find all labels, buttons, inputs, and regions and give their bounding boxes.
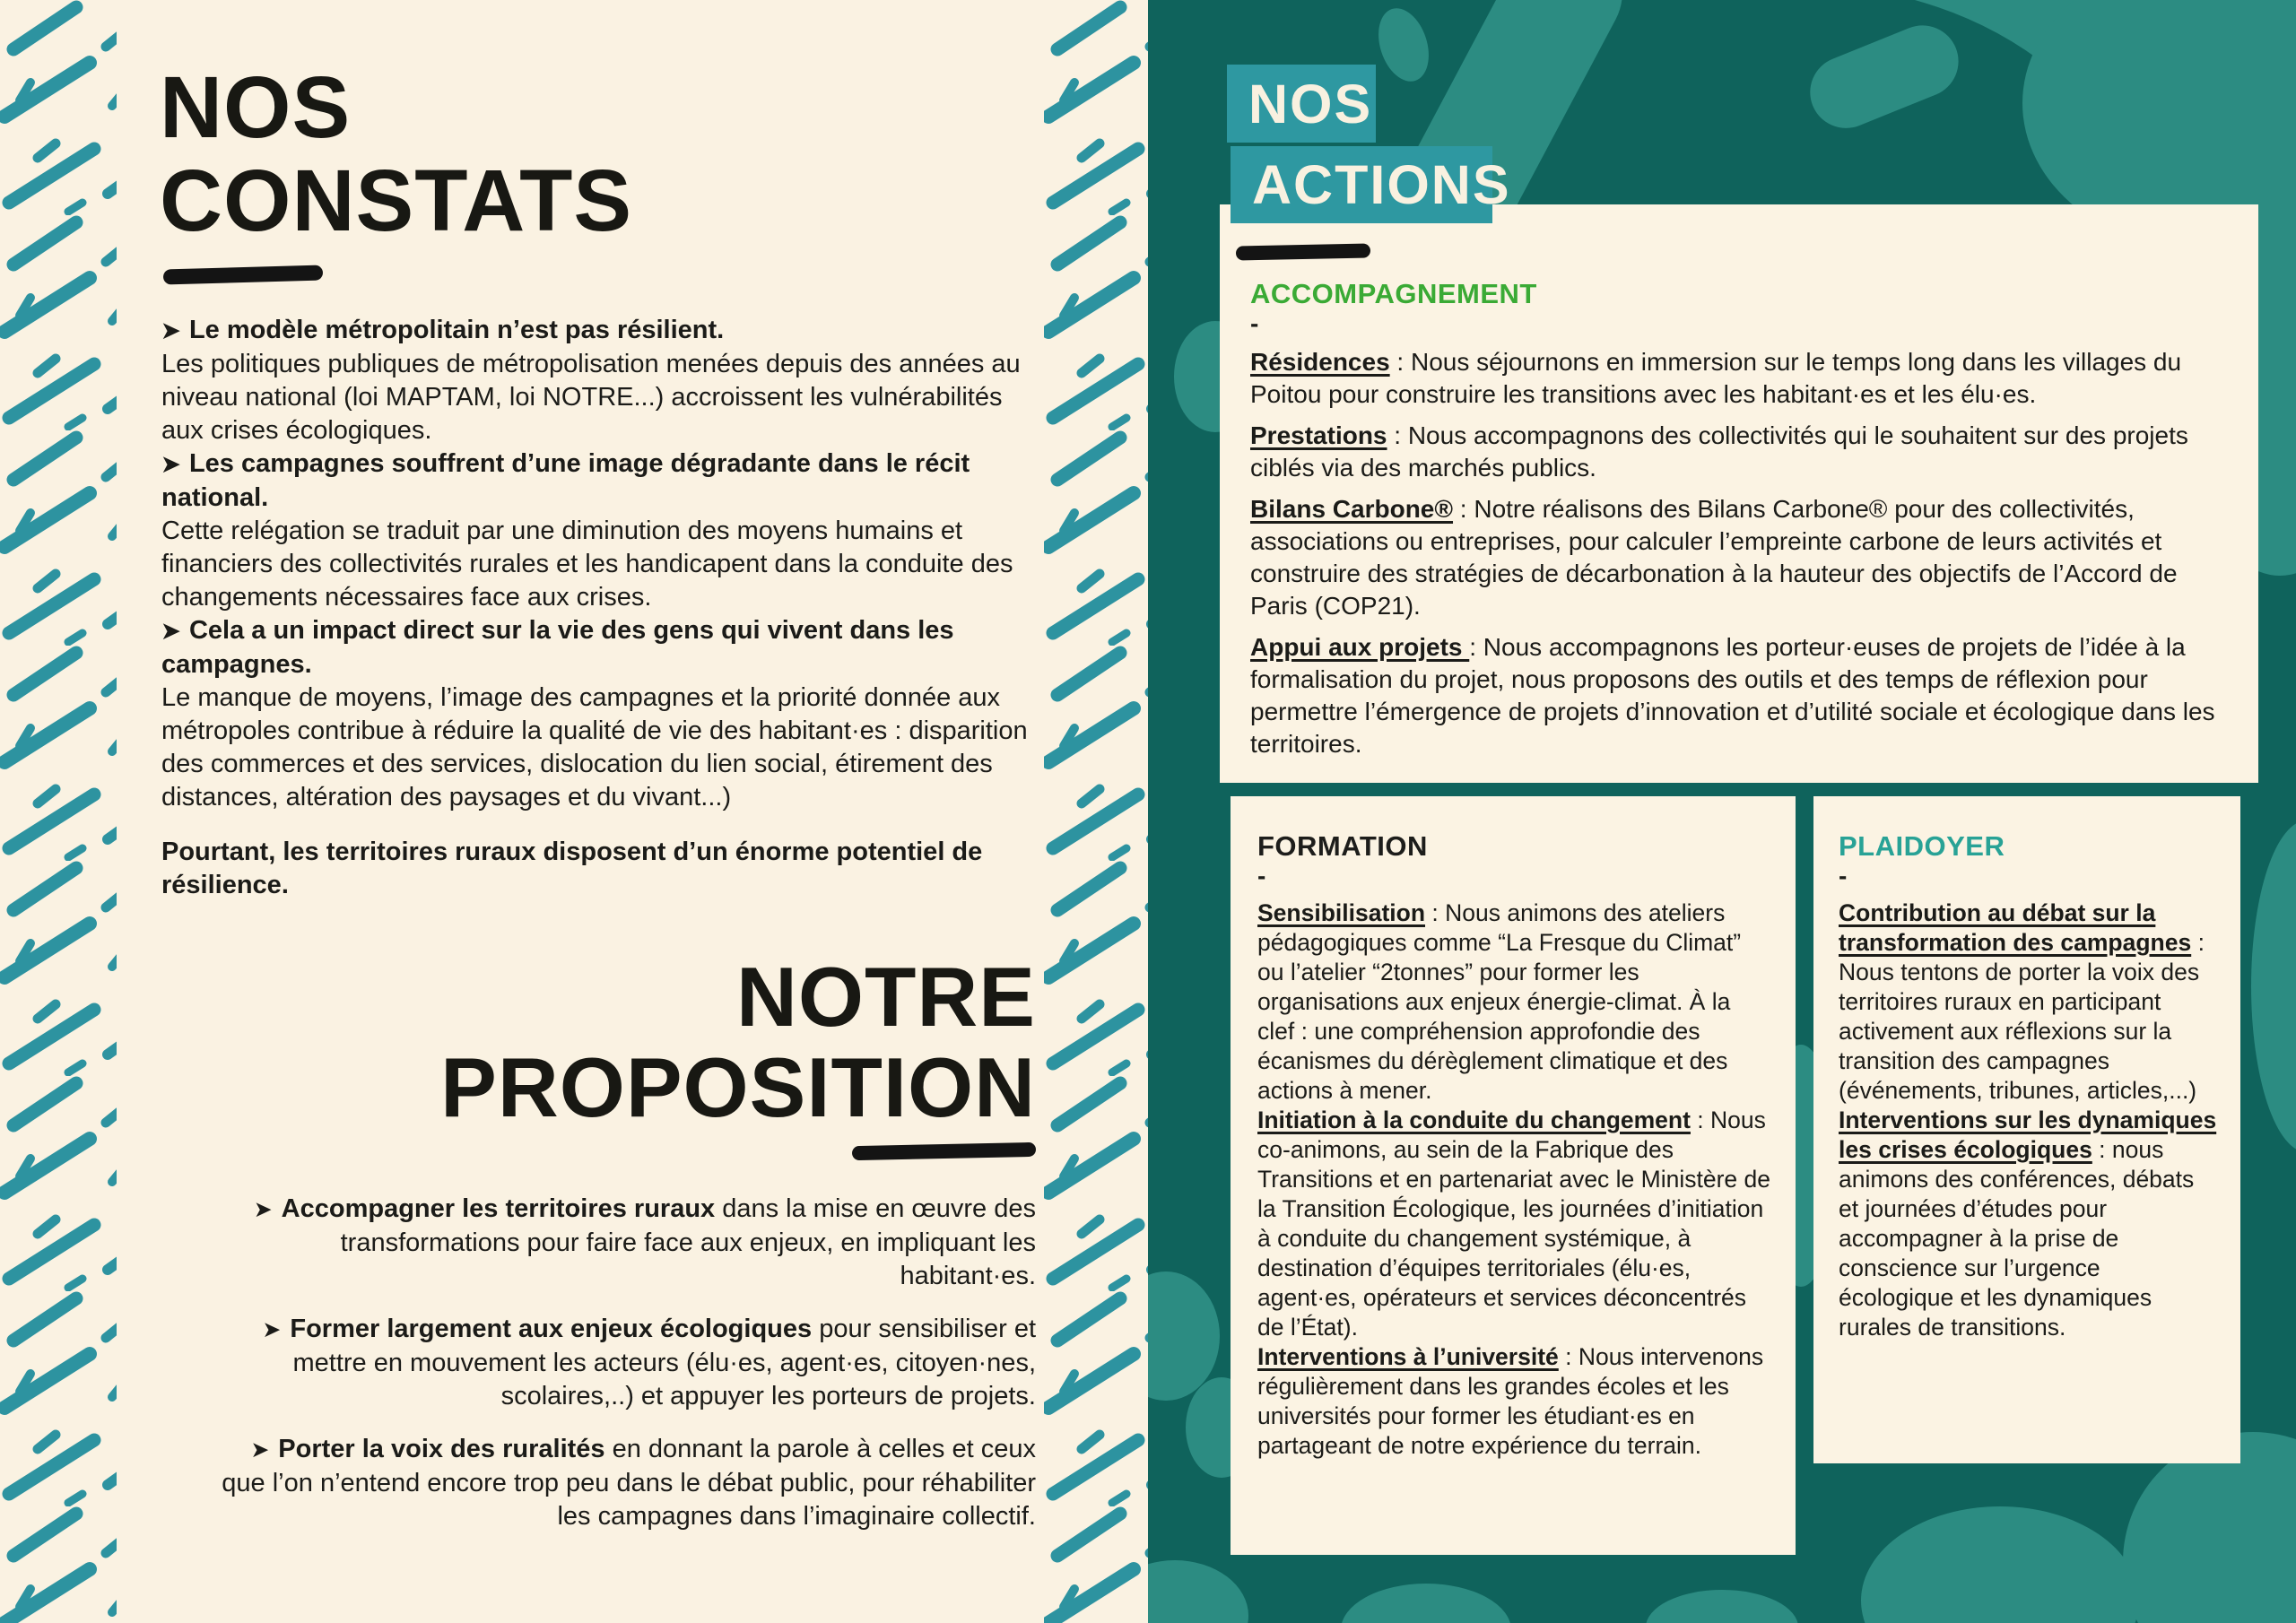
constat-body: Les politiques publiques de métropolisation menées depuis des années au niveau national (loi MAPTAM, loi NOTRE...) accroissent les vulnérabilités aux crises écologiques.: [161, 350, 1021, 445]
arrow-bullet-icon: ➤: [161, 318, 180, 343]
action-item: [1250, 631, 2231, 760]
proposition-rest: en donnant la parole à celles et ceux que l’on n’entend encore trop peu dans le débat public, pour réhabiliter les campagnes dans l’imaginaire collectif.: [222, 1435, 1036, 1531]
action-lead-text: Sensibilisation: [1257, 899, 1426, 926]
actions-title-line2: ACTIONS: [1252, 154, 1511, 215]
hatch-pattern-middle-strip: [1044, 0, 1148, 1623]
constat-heading: [161, 614, 1039, 681]
arrow-bullet-icon: ➤: [161, 452, 180, 477]
action-lead: [1250, 421, 1387, 449]
heading-dash: -: [1257, 862, 1266, 890]
brush-underline-constats: [163, 265, 323, 285]
arrow-bullet-icon: ➤: [262, 1317, 282, 1342]
action-lead: [1250, 348, 1390, 376]
action-item: [1257, 1342, 1770, 1461]
action-rest: : Nous intervenons régulièrement dans les grandes écoles et les universités pour former les étudiant·es en partageant de notre expérience du terrain.: [1257, 1343, 1764, 1459]
action-item: [1257, 898, 1770, 1106]
action-rest: : Nous séjournons en immersion sur le temps long dans les villages du Poitou pour construire les transitions avec les habitant·es et les élu·es.: [1250, 348, 2182, 408]
plaidoyer-box: [1813, 796, 2240, 1463]
action-item: [1839, 1106, 2217, 1342]
action-lead: [1257, 899, 1425, 926]
proposition-title-line2: PROPOSITION: [440, 1039, 1036, 1134]
proposition-rest: dans la mise en œuvre des transformations pour faire face aux enjeux, en impliquant les habitant·es.: [340, 1194, 1036, 1290]
action-lead-text: Contribution au débat sur la transformation des campagnes: [1839, 899, 2192, 956]
action-item: [1257, 1106, 1770, 1342]
arrow-bullet-icon: ➤: [250, 1437, 270, 1462]
action-lead: [1250, 495, 1453, 523]
accompagnement-heading: ACCOMPAGNEMENT: [1250, 278, 1537, 309]
action-rest: : Nous co-animons, au sein de la Fabrique des Transitions et en partenariat avec le Ministère de la Transition Écologique, les journées d’initiation à conduite du changement systémique, à destination d’équipes territoriales (élu·es, agent·es, opérateurs et services déconcentrés de l’État).: [1257, 1107, 1771, 1341]
action-rest: : Nous animons des ateliers pédagogiques comme “La Fresque du Climat” ou l’atelier “2tonnes” pour former les organisations aux enjeux énergie-climat. À la clef : une compréhension approfondie des écanismes du dérèglement climatique et des actions à mener.: [1257, 899, 1742, 1104]
constats-section: [161, 314, 1039, 902]
action-lead-text: Bilans Carbone®: [1250, 495, 1454, 523]
arrow-bullet-icon: ➤: [253, 1197, 273, 1222]
action-rest: : nous animons des conférences, débats et journées d’études pour accompagner à la prise de conscience sur l’urgence écologique et les dynamiques rurales de transitions.: [1839, 1136, 2195, 1341]
action-lead: [1839, 899, 2191, 956]
action-lead-text: Appui aux projets: [1250, 633, 1470, 661]
constat-heading: [161, 447, 1039, 515]
constats-title-line1: NOS: [160, 58, 352, 156]
constats-conclusion: Pourtant, les territoires ruraux disposent d’un énorme potentiel de résilience.: [161, 838, 983, 899]
constat-heading-text: Cela a un impact direct sur la vie des gens qui vivent dans les campagnes.: [161, 616, 954, 679]
constat-body: Cette relégation se traduit par une diminution des moyens humains et financiers des collectivités rurales et les handicapent dans la conduite des changements nécessaires face aux crises.: [161, 516, 1013, 612]
action-lead: [1257, 1107, 1691, 1133]
action-item: [1839, 898, 2217, 1106]
actions-title-line1: NOS: [1248, 73, 1373, 135]
action-item: [1250, 346, 2231, 411]
formation-heading: FORMATION: [1257, 830, 1428, 862]
action-lead-text: Prestations: [1250, 421, 1387, 449]
actions-title-block-actions: [1231, 146, 1511, 223]
constat-heading-text: Le modèle métropolitain n’est pas résilient.: [188, 316, 725, 344]
actions-title-block-nos: [1227, 65, 1376, 143]
proposition-title: [440, 952, 1036, 1133]
hatch-pattern-left-strip: [0, 0, 117, 1623]
proposition-section: [215, 1193, 1036, 1553]
action-rest: : Notre réalisons des Bilans Carbone® pour des collectivités, associations ou entreprises, pour calculer l’empreinte carbone de leurs activités et construire des stratégies de décarbonation à la hauteur des objectifs de l’Accord de Paris (COP21).: [1250, 495, 2178, 620]
heading-dash: -: [1250, 309, 1259, 337]
constats-title: [160, 58, 633, 249]
constat-heading-text: Les campagnes souffrent d’une image dégradante dans le récit national.: [161, 449, 970, 512]
action-rest: : Nous accompagnons des collectivités qui le souhaitent sur des projets ciblés via des marchés publics.: [1250, 421, 2188, 482]
constat-body: Le manque de moyens, l’image des campagnes et la priorité donnée aux métropoles contribue à réduire la qualité de vie des habitant·es : disparition des commerces et des services, dislocation du lien social, étirement des distances, altération des paysages et du vivant...): [161, 683, 1028, 812]
brush-underline-actions: [1236, 243, 1370, 260]
proposition-lead: Former largement aux enjeux écologiques: [290, 1315, 813, 1343]
action-lead-text: Résidences: [1250, 348, 1390, 376]
proposition-item: [215, 1313, 1036, 1413]
action-lead: [1257, 1343, 1559, 1370]
action-item: [1250, 420, 2231, 484]
proposition-rest: pour sensibiliser et mettre en mouvement les acteurs (élu·es, agent·es, citoyen·nes, scolaires,..) et appuyer les porteurs de projets.: [292, 1315, 1036, 1410]
proposition-title-line1: NOTRE: [736, 950, 1036, 1044]
heading-dash: -: [1839, 862, 1848, 890]
proposition-item: [215, 1193, 1036, 1293]
action-lead-text: Interventions sur les dynamiques les crises écologiques: [1839, 1107, 2217, 1163]
action-lead-text: Interventions à l’université: [1257, 1343, 1559, 1370]
brush-underline-proposition: [852, 1142, 1036, 1160]
constat-heading: [161, 314, 1039, 348]
action-rest: : Nous accompagnons les porteur·euses de projets de l’idée à la formalisation du projet, nous proposons des outils et des temps de réflexion pour permettre l’émergence de projets d’innovation et d’utilité sociale et écologique dans les territoires.: [1250, 633, 2215, 758]
accompagnement-box: [1220, 204, 2258, 783]
formation-box: [1231, 796, 1796, 1555]
constats-title-line2: CONSTATS: [160, 151, 633, 249]
arrow-bullet-icon: ➤: [161, 619, 180, 644]
action-item: [1250, 493, 2231, 622]
proposition-lead: Porter la voix des ruralités: [278, 1435, 605, 1463]
proposition-item: [215, 1433, 1036, 1533]
action-lead: [1250, 633, 1469, 661]
action-lead-text: Initiation à la conduite du changement: [1257, 1107, 1691, 1133]
plaidoyer-heading: PLAIDOYER: [1839, 830, 2005, 862]
proposition-lead: Accompagner les territoires ruraux: [281, 1194, 716, 1223]
action-rest: : Nous tentons de porter la voix des territoires ruraux en participant activement aux réflexions sur la transition des campagnes (événements, tribunes, articles,...): [1839, 929, 2205, 1104]
